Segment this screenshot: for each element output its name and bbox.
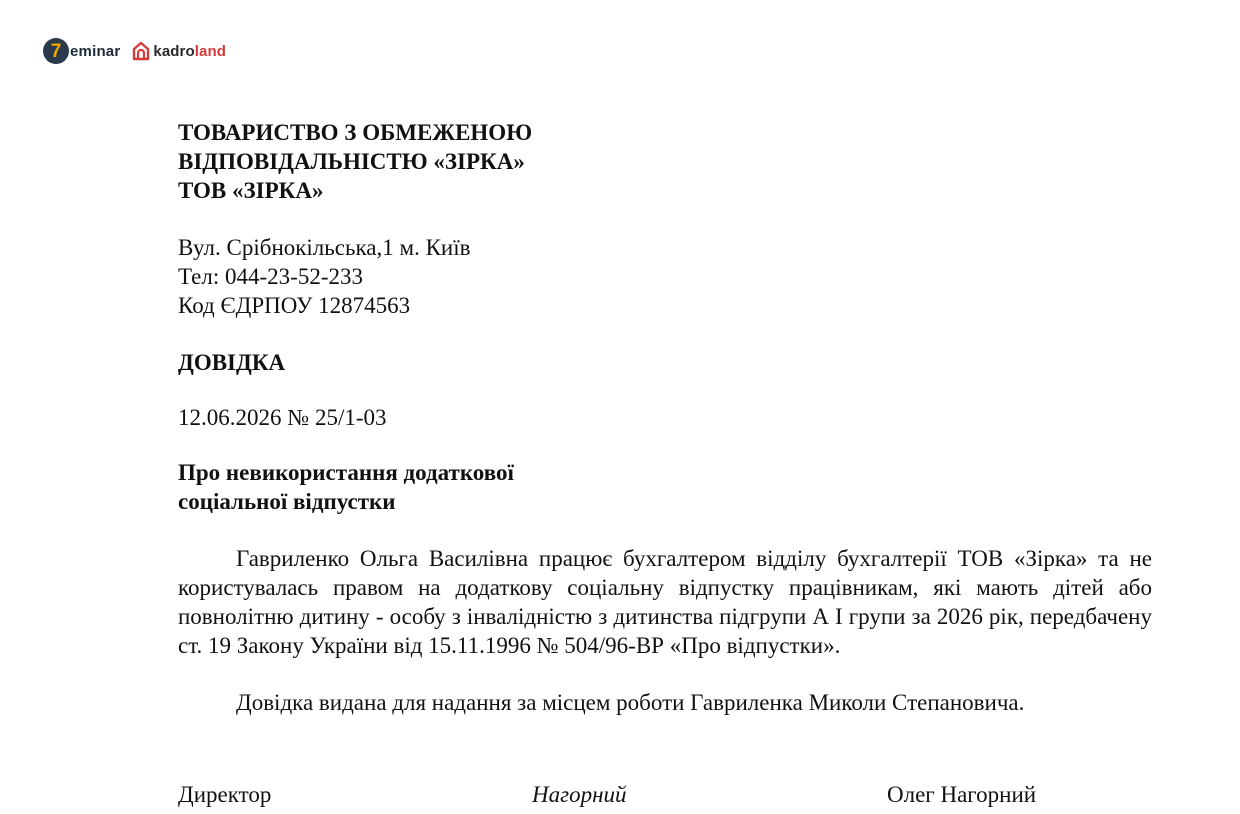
seminar-logo: [43, 38, 120, 64]
seminar-badge-digit: 7: [50, 40, 62, 62]
kadroland-logo: [132, 41, 226, 61]
kadroland-logo-text: [153, 43, 226, 60]
organization-header: [178, 118, 1152, 205]
seminar-badge-icon: [43, 38, 69, 64]
header-logos: [43, 38, 226, 64]
edrpou-code: Код ЄДРПОУ 12874563: [178, 293, 411, 318]
organization-line-2: ВІДПОВІДАЛЬНІСТЮ «ЗІРКА»: [178, 149, 525, 174]
contact-details: [178, 233, 1152, 320]
document-subject: [178, 458, 1152, 516]
handwritten-signature: Нагорний: [532, 782, 627, 807]
subject-line-2: соціальної відпустки: [178, 489, 396, 514]
kadroland-house-icon: [132, 41, 150, 61]
document-title: ДОВІДКА: [178, 350, 286, 375]
kadroland-text-dark: kadro: [153, 42, 195, 60]
subject-line-1: Про невикористання додаткової: [178, 460, 514, 485]
document-body: [178, 118, 1152, 717]
organization-short-name: ТОВ «ЗІРКА»: [178, 178, 324, 203]
main-paragraph: Гавриленко Ольга Василівна працює бухгалтером відділу бухгалтерії ТОВ «Зірка» та не користувалась правом на додаткову соціальну відпустку працівникам, які мають дітей або повнолітню дитину - особу з інвалідністю з дитинства підгрупи А І групи за 2026 рік, передбачену ст. 19 Закону України від 15.11.1996 № 504/96-ВР «Про відпустки».: [178, 546, 1152, 658]
address: Вул. Срібнокільська,1 м. Київ: [178, 235, 471, 260]
document-date-number: 12.06.2026 № 25/1-03: [178, 405, 387, 430]
signer-position: Директор: [178, 782, 272, 807]
signer-name: Олег Нагорний: [887, 782, 1037, 807]
kadroland-text-red: land: [194, 42, 226, 60]
seminar-logo-text: eminar: [70, 42, 121, 60]
purpose-paragraph: Довідка видана для надання за місцем роботи Гавриленка Миколи Степановича.: [236, 690, 1025, 715]
phone: Тел: 044-23-52-233: [178, 264, 363, 289]
organization-line-1: ТОВАРИСТВО З ОБМЕЖЕНОЮ: [178, 120, 533, 145]
